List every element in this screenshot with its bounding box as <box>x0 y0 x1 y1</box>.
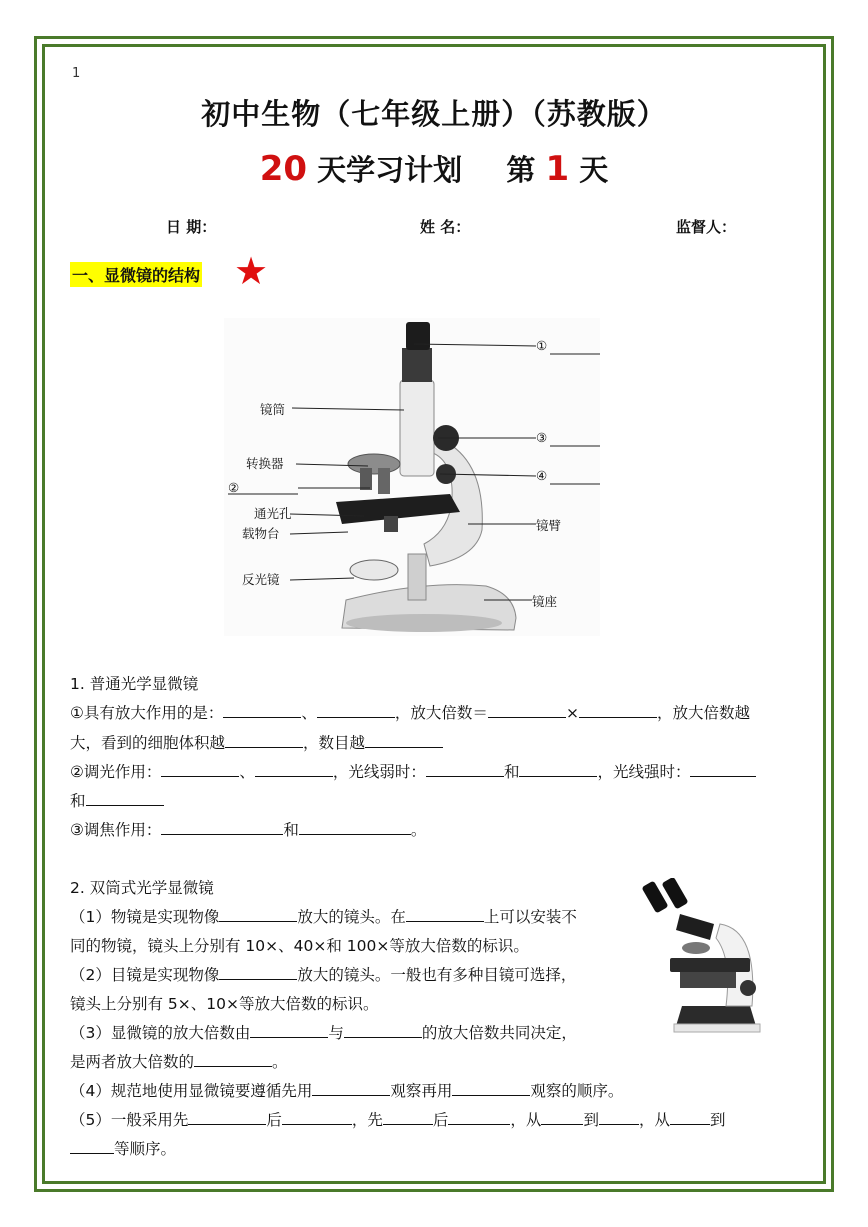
blank <box>250 1023 328 1038</box>
page-number: 1 <box>72 66 81 81</box>
label-tube: 镜筒 <box>260 402 286 417</box>
label-num2: ② <box>228 480 240 495</box>
plan-text: 天学习计划 <box>317 153 463 187</box>
day-prefix: 第 <box>506 153 536 187</box>
binocular-microscope-drawing <box>640 878 780 1038</box>
binocular-microscope-image <box>640 878 780 1038</box>
label-light-hole: 通光孔 <box>254 506 292 521</box>
part2-q2-cont: 镜头上分别有 5×、10×等放大倍数的标识。 <box>70 995 379 1013</box>
blank <box>194 1052 272 1067</box>
blank <box>161 820 283 835</box>
blank <box>452 1081 530 1096</box>
supervisor-label: 监督人： <box>676 218 737 236</box>
part2-q1: （1）物镜是实现物像 放大的镜头。在 上可以安装不 <box>70 908 577 926</box>
part1-heading: 1. 普通光学显微镜 <box>70 675 199 693</box>
star-icon: ★ <box>234 249 269 293</box>
blank <box>219 907 297 922</box>
blank <box>225 733 303 748</box>
blank <box>519 762 597 777</box>
blank <box>282 1110 352 1125</box>
blank <box>406 907 484 922</box>
blank <box>312 1081 390 1096</box>
blank <box>161 762 239 777</box>
part2-q3-cont: 是两者放大倍数的 。 <box>70 1053 288 1071</box>
part1-line4: 和 <box>70 791 164 811</box>
plan-number: 20 <box>259 149 308 189</box>
part1-line5: ③调焦作用： 和 。 <box>70 821 427 839</box>
page-subtitle <box>0 148 868 189</box>
label-converter: 转换器 <box>246 456 284 471</box>
day-suffix: 天 <box>579 153 609 187</box>
part2-q1-cont: 同的物镜，镜头上分别有 10×、40×和 100×等放大倍数的标识。 <box>70 937 529 955</box>
blank <box>426 762 504 777</box>
blank <box>188 1110 266 1125</box>
part2-q3: （3）显微镜的放大倍数由 与 的放大倍数共同决定， <box>70 1024 577 1042</box>
blank <box>317 703 395 718</box>
part2-heading: 2. 双筒式光学显微镜 <box>70 879 214 897</box>
blank <box>223 703 301 718</box>
part2-q4: （4）规范地使用显微镜要遵循先用 观察再用 观察的顺序。 <box>70 1082 624 1100</box>
blank <box>541 1110 583 1125</box>
label-num1: ① <box>536 338 548 353</box>
part1-line3: ②调光作用： 、 ，光线弱时： 和 ，光线强时： <box>70 762 756 782</box>
blank <box>344 1023 422 1038</box>
part1-line2: 大，看到的细胞体积越 ，数目越 <box>70 733 443 753</box>
label-base: 镜座 <box>532 594 558 609</box>
name-label: 姓 名： <box>420 218 471 236</box>
blank <box>690 762 756 777</box>
part2-q2: （2）目镜是实现物像 放大的镜头。一般也有多种目镜可选择， <box>70 966 577 984</box>
blank <box>383 1110 433 1125</box>
blank <box>488 703 566 718</box>
label-stage: 载物台 <box>242 526 280 541</box>
label-num3: ③ <box>536 430 548 445</box>
date-label: 日 期： <box>166 218 217 236</box>
microscope-diagram <box>224 318 600 636</box>
page-title: 初中生物（七年级上册）（苏教版） <box>201 97 667 131</box>
blank <box>255 762 333 777</box>
blank <box>299 820 411 835</box>
label-mirror: 反光镜 <box>242 572 280 587</box>
part1-line1: ①具有放大作用的是： 、 ，放大倍数＝ × ，放大倍数越 <box>70 704 750 722</box>
blank <box>670 1110 710 1125</box>
blank <box>70 1139 114 1154</box>
blank <box>365 733 443 748</box>
blank <box>579 703 657 718</box>
blank <box>86 791 164 806</box>
label-num4: ④ <box>536 468 548 483</box>
part2-q5: （5）一般采用先 后 ，先 后 ，从 到 ，从 到 <box>70 1111 726 1129</box>
label-arm: 镜臂 <box>536 518 562 533</box>
section-title: 一、显微镜的结构 <box>70 262 202 287</box>
day-number: 1 <box>545 149 570 189</box>
blank <box>448 1110 510 1125</box>
blank <box>599 1110 639 1125</box>
part2-q5-cont: 等顺序。 <box>70 1139 176 1159</box>
blank <box>219 965 297 980</box>
